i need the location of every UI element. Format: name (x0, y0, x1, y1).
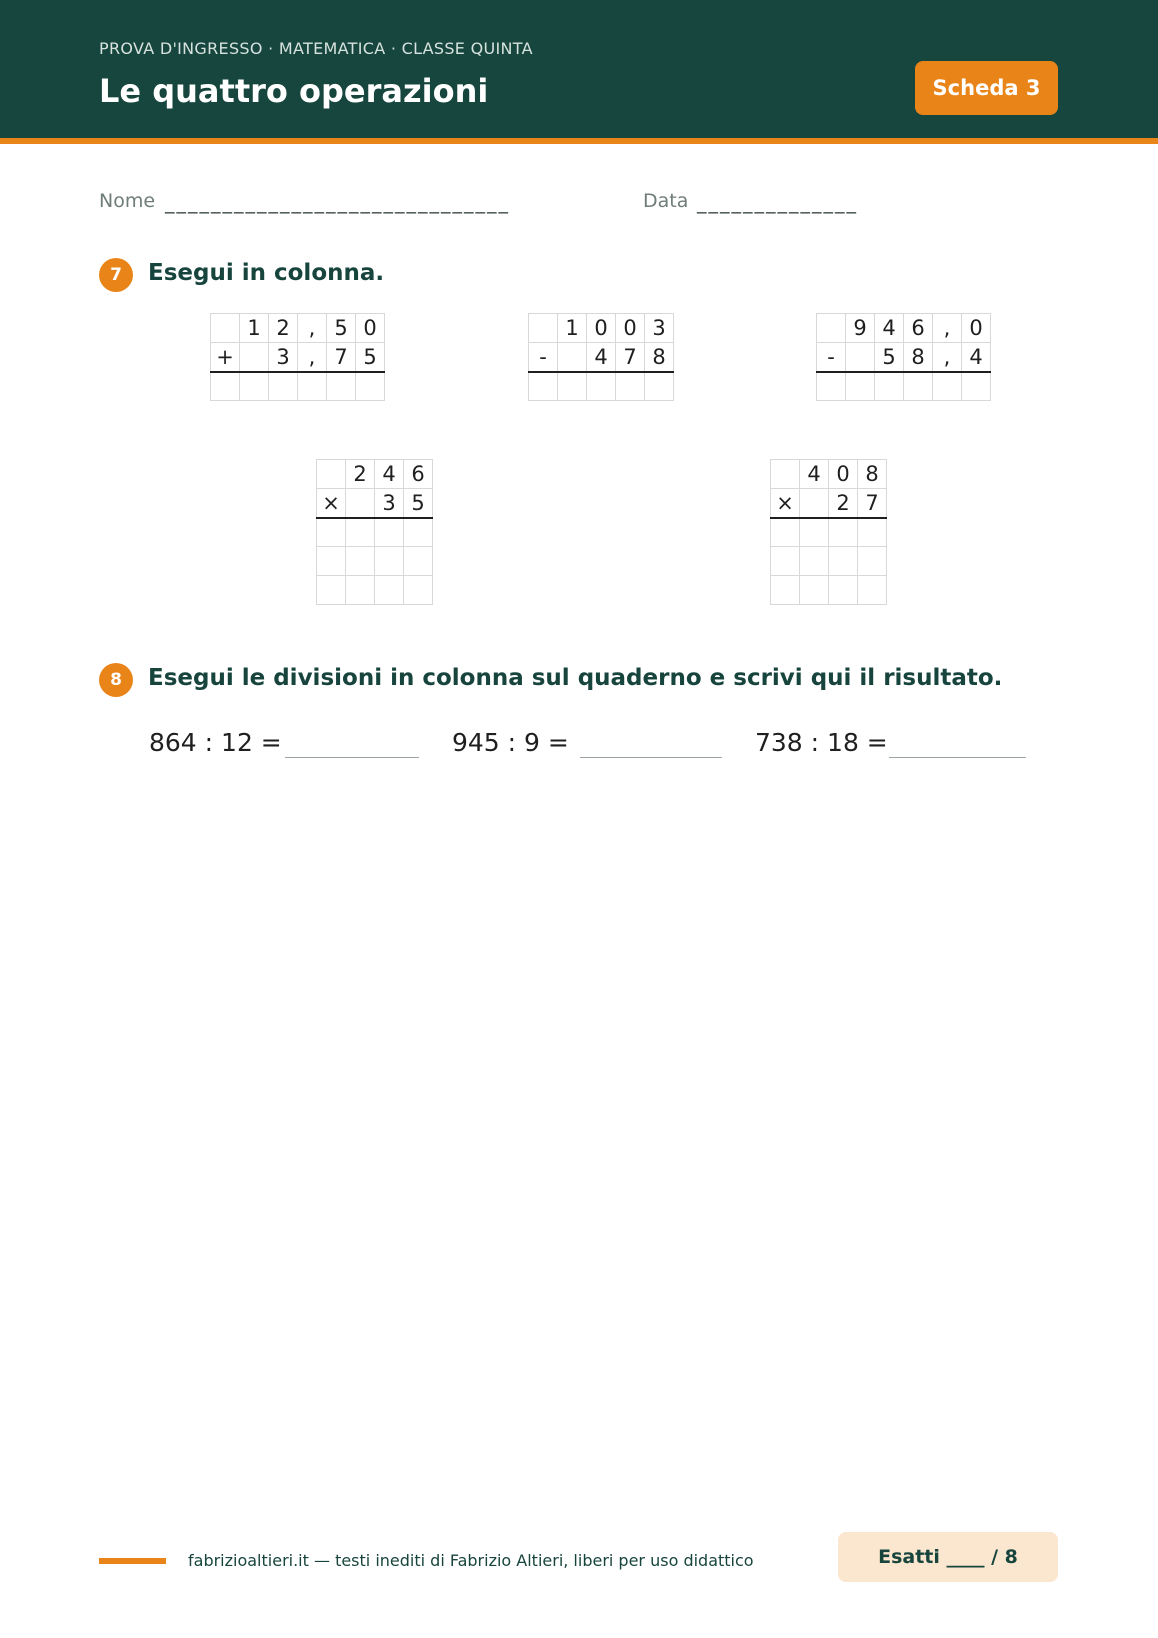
grid-row (317, 518, 433, 547)
empty-grid-cell[interactable] (858, 576, 887, 605)
digit-cell: , (933, 314, 962, 343)
grid-row (771, 547, 887, 576)
grid-row (211, 372, 385, 401)
empty-grid-cell[interactable] (771, 518, 800, 547)
column-multiplication-grid (316, 459, 433, 605)
division-expression: 945 : 9 = (452, 728, 569, 757)
digit-cell: 4 (962, 343, 991, 372)
empty-grid-cell[interactable] (858, 518, 887, 547)
digit-cell: 1 (558, 314, 587, 343)
digit-cell: 4 (875, 314, 904, 343)
digit-cell: 0 (616, 314, 645, 343)
empty-grid-cell[interactable] (529, 372, 558, 401)
digit-cell: + (211, 343, 240, 372)
empty-grid-cell[interactable] (375, 547, 404, 576)
empty-grid-cell[interactable] (317, 547, 346, 576)
empty-grid-cell (346, 489, 375, 518)
column-subtraction-grid (528, 313, 674, 401)
grid-row (211, 314, 385, 343)
digit-cell: 6 (404, 460, 433, 489)
page-header (0, 0, 1158, 144)
empty-grid-cell[interactable] (817, 372, 846, 401)
division-answer-line[interactable] (580, 757, 722, 758)
empty-grid-cell (846, 343, 875, 372)
empty-grid-cell[interactable] (771, 576, 800, 605)
digit-cell: 6 (904, 314, 933, 343)
empty-grid-cell (529, 314, 558, 343)
page-title: Le quattro operazioni (99, 72, 489, 110)
empty-grid-cell[interactable] (587, 372, 616, 401)
digit-cell: , (298, 343, 327, 372)
digit-cell: 1 (240, 314, 269, 343)
column-addition-grid (210, 313, 385, 401)
grid-row (317, 460, 433, 489)
digit-cell: 2 (346, 460, 375, 489)
grid-row (771, 489, 887, 518)
empty-grid-cell (771, 460, 800, 489)
empty-grid-cell[interactable] (211, 372, 240, 401)
digit-cell: 4 (375, 460, 404, 489)
empty-grid-cell (211, 314, 240, 343)
worksheet-badge: Scheda 3 (915, 61, 1058, 115)
digit-cell: 8 (645, 343, 674, 372)
digit-cell: 2 (829, 489, 858, 518)
empty-grid-cell (800, 489, 829, 518)
empty-grid-cell[interactable] (346, 518, 375, 547)
digit-cell: 4 (800, 460, 829, 489)
grid-row (817, 372, 991, 401)
empty-grid-cell[interactable] (858, 547, 887, 576)
empty-grid-cell[interactable] (404, 547, 433, 576)
date-label: Data (643, 190, 689, 212)
footer-credit: fabrizioaltieri.it — testi inediti di Fabrizio Altieri, liberi per uso didattico (188, 1551, 754, 1570)
grid-row (529, 372, 674, 401)
grid-row (771, 460, 887, 489)
empty-grid-cell[interactable] (327, 372, 356, 401)
empty-grid-cell[interactable] (800, 547, 829, 576)
exercise-7-number: 7 (99, 258, 133, 292)
empty-grid-cell[interactable] (240, 372, 269, 401)
digit-cell: 7 (327, 343, 356, 372)
digit-cell: 7 (858, 489, 887, 518)
digit-cell: 9 (846, 314, 875, 343)
name-label: Nome (99, 190, 156, 212)
digit-cell: 5 (875, 343, 904, 372)
empty-grid-cell[interactable] (298, 372, 327, 401)
footer-accent-bar (99, 1558, 166, 1564)
column-subtraction-decimal-grid (816, 313, 991, 401)
grid-row (817, 343, 991, 372)
header-kicker: PROVA D'INGRESSO · MATEMATICA · CLASSE QUINTA (99, 39, 533, 58)
digit-cell: 8 (904, 343, 933, 372)
empty-grid-cell[interactable] (404, 576, 433, 605)
grid-row (211, 343, 385, 372)
empty-grid-cell[interactable] (269, 372, 298, 401)
division-answer-line[interactable] (889, 757, 1026, 758)
empty-grid-cell[interactable] (356, 372, 385, 401)
exercise-8-number: 8 (99, 663, 133, 697)
empty-grid-cell[interactable] (616, 372, 645, 401)
division-expression: 738 : 18 = (755, 728, 888, 757)
digit-cell: 0 (587, 314, 616, 343)
empty-grid-cell (558, 343, 587, 372)
digit-cell: 0 (962, 314, 991, 343)
empty-grid-cell (817, 314, 846, 343)
empty-grid-cell[interactable] (375, 518, 404, 547)
empty-grid-cell[interactable] (933, 372, 962, 401)
score-box: Esatti ____ / 8 (838, 1532, 1058, 1582)
exercise-8-title: Esegui le divisioni in colonna sul quaderno e scrivi qui il risultato. (148, 665, 1003, 691)
empty-grid-cell[interactable] (904, 372, 933, 401)
empty-grid-cell[interactable] (558, 372, 587, 401)
digit-cell: × (771, 489, 800, 518)
digit-cell: 7 (616, 343, 645, 372)
empty-grid-cell (317, 460, 346, 489)
digit-cell: , (298, 314, 327, 343)
digit-cell: 3 (645, 314, 674, 343)
digit-cell: 3 (269, 343, 298, 372)
digit-cell: - (529, 343, 558, 372)
empty-grid-cell[interactable] (645, 372, 674, 401)
name-field[interactable]: ______________________________ (165, 192, 510, 214)
empty-grid-cell[interactable] (317, 576, 346, 605)
empty-grid-cell[interactable] (375, 576, 404, 605)
grid-row (317, 547, 433, 576)
empty-grid-cell[interactable] (346, 547, 375, 576)
division-answer-line[interactable] (285, 757, 419, 758)
digit-cell: 2 (269, 314, 298, 343)
exercise-7-title: Esegui in colonna. (148, 260, 385, 286)
division-expression: 864 : 12 = (149, 728, 282, 757)
digit-cell: 8 (858, 460, 887, 489)
grid-row (771, 576, 887, 605)
empty-grid-cell[interactable] (771, 547, 800, 576)
column-multiplication-grid (770, 459, 887, 605)
empty-grid-cell[interactable] (800, 576, 829, 605)
digit-cell: 5 (404, 489, 433, 518)
digit-cell: × (317, 489, 346, 518)
digit-cell: 5 (356, 343, 385, 372)
empty-grid-cell[interactable] (829, 547, 858, 576)
digit-cell: , (933, 343, 962, 372)
grid-row (529, 314, 674, 343)
digit-cell: 0 (356, 314, 385, 343)
date-field[interactable]: ______________ (697, 192, 858, 214)
empty-grid-cell[interactable] (846, 372, 875, 401)
empty-grid-cell[interactable] (829, 518, 858, 547)
digit-cell: 5 (327, 314, 356, 343)
empty-grid-cell[interactable] (346, 576, 375, 605)
grid-row (771, 518, 887, 547)
empty-grid-cell[interactable] (875, 372, 904, 401)
digit-cell: 0 (829, 460, 858, 489)
digit-cell: 3 (375, 489, 404, 518)
empty-grid-cell[interactable] (317, 518, 346, 547)
grid-row (317, 489, 433, 518)
grid-row (317, 576, 433, 605)
empty-grid-cell[interactable] (829, 576, 858, 605)
empty-grid-cell (240, 343, 269, 372)
grid-row (529, 343, 674, 372)
empty-grid-cell[interactable] (800, 518, 829, 547)
digit-cell: - (817, 343, 846, 372)
digit-cell: 4 (587, 343, 616, 372)
grid-row (817, 314, 991, 343)
empty-grid-cell[interactable] (404, 518, 433, 547)
empty-grid-cell[interactable] (962, 372, 991, 401)
